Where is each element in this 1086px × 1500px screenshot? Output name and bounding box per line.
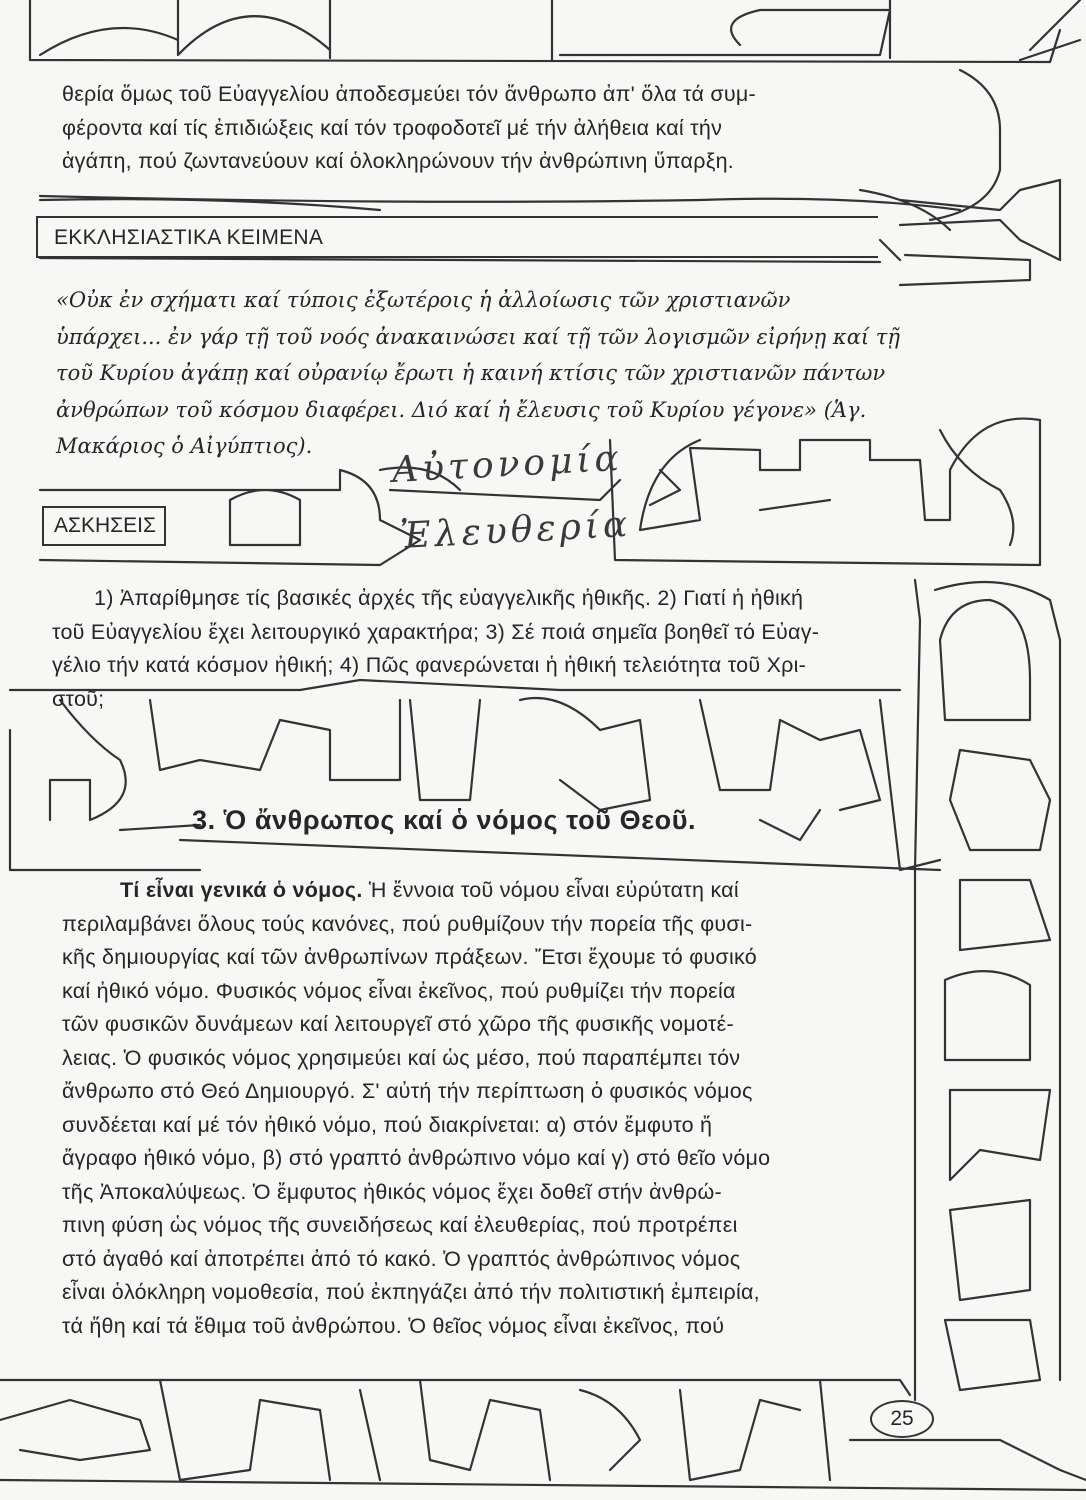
main-paragraph-line: κῆς δημιουργίας καί τῶν ἀνθρωπίνων πράξεων. Ἔτσι ἔχουμε τό φυσικό xyxy=(62,945,757,969)
main-paragraph-line: τῆς Ἀποκαλύψεως. Ὁ ἔμφυτος ἠθικός νόμος ἔχει δοθεῖ στήν ἀνθρώ- xyxy=(62,1179,722,1204)
exercise-line: τοῦ Εὐαγγελίου ἔχει λειτουργικό χαρακτήρα; 3) Σέ ποιά σημεῖα βοηθεῖ τό Εὐαγ- xyxy=(52,619,820,644)
main-paragraph-line: στό ἀγαθό καί ἀποτρέπει ἀπό τό κακό. Ὁ γραπτός ἀνθρώπινος νόμος xyxy=(62,1246,741,1271)
exercises-list xyxy=(52,582,914,716)
exercise-line: γέλιο τήν κατά κόσμον ἠθική; 4) Πῶς φανερώνεται ἡ ἠθική τελειότητα τοῦ Χρι- xyxy=(52,653,807,677)
main-paragraph-line: ἄγραφο ἠθικό νόμο, β) στό γραπτό ἀνθρώπινο νόμο καί γ) στό θεῖο νόμο xyxy=(62,1146,771,1170)
quote-line: ἀνθρώπων τοῦ κόσμου διαφέρει. Διό καί ἡ ἔλευσις τοῦ Κυρίου γέγονε» (Ἁγ. xyxy=(56,397,867,422)
church-texts-heading: ΕΚΚΛΗΣΙΑΣΤΙΚΑ ΚΕΙΜΕΝΑ xyxy=(36,216,878,258)
main-paragraph-line: εἶναι ὁλόκληρη νομοθεσία, πού ἐκπηγάζει ἀπό τήν πολιτιστική ἐμπειρία, xyxy=(62,1280,760,1304)
paragraph-lead: Τί εἶναι γενικά ὁ νόμος. xyxy=(120,878,363,902)
exercise-line: 1) Ἀπαρίθμησε τίς βασικές ἀρχές τῆς εὐαγγελικῆς ἠθικῆς. 2) Γιατί ἡ ἠθική xyxy=(94,586,804,610)
quote-line: «Οὐκ ἐν σχήματι καί τύποις ἐξωτέροις ἡ ἀλλοίωσις τῶν χριστιανῶν xyxy=(56,288,791,312)
top-border-doodle xyxy=(30,0,1080,62)
section-title: 3. Ὁ ἄνθρωπος καί ὁ νόμος τοῦ Θεοῦ. xyxy=(192,805,697,835)
top-paragraph-line: θερία ὅμως τοῦ Εὐαγγελίου ἀποδεσμεύει τόν ἄνθρωπο ἀπ' ὅλα τά συμ- xyxy=(62,82,756,106)
quote-line: τοῦ Κυρίου ἀγάπῃ καί οὐρανίῳ ἔρωτι ἡ καινή κτίσις τῶν χριστιανῶν πάντων xyxy=(56,361,886,385)
bottom-border-doodle xyxy=(0,1380,1086,1490)
main-paragraph-line: περιλαμβάνει ὅλους τούς κανόνες, πού ρυθμίζουν τήν πορεία τῆς φυσι- xyxy=(62,911,753,936)
main-paragraph-line: πινη φύση ὡς νόμος τῆς συνειδήσεως καί ἐλευθερίας, πού προτρέπει xyxy=(62,1213,738,1237)
quote-line: ὑπάρχει... ἐν γάρ τῇ τοῦ νοός ἀνακαινώσει καί τῇ τῶν λογισμῶν εἰρήνῃ καί τῇ xyxy=(56,324,900,349)
church-quote xyxy=(56,282,916,465)
page-number: 25 xyxy=(870,1400,934,1438)
handwritten-word-autonomy: Αὐτονομία xyxy=(391,437,624,492)
main-paragraph-line: ἄνθρωπο στό Θεό Δημιουργό. Σ' αὐτή τήν περίπτωση ὁ φυσικός νόμος xyxy=(62,1079,753,1103)
quote-line: Μακάριος ὁ Αἰγύπτιος). xyxy=(56,434,313,458)
top-paragraph-line: φέροντα καί τίς ἐπιδιώξεις καί τόν τροφοδοτεῖ μέ τήν ἀλήθεια καί τήν xyxy=(62,115,723,140)
main-paragraph-line: τά ἤθη καί τά ἔθιμα τοῦ ἀνθρώπου. Ὁ θεῖος νόμος εἶναι ἐκεῖνος, πού xyxy=(62,1313,725,1338)
exercise-line: στοῦ; xyxy=(52,686,105,711)
main-paragraph-line: συνδέεται καί μέ τόν ἠθικό νόμο, πού διακρίνεται: α) στόν ἔμφυτο ἤ xyxy=(62,1112,713,1137)
main-paragraph-line: τῶν φυσικῶν δυνάμεων καί λειτουργεῖ στό χῶρο τῆς φυσικῆς νομοτέ- xyxy=(62,1012,734,1036)
top-paragraph-line: ἀγάπη, πού ζωντανεύουν καί ὁλοκληρώνουν τήν ἀνθρώπινη ὕπαρξη. xyxy=(62,149,735,173)
main-paragraph xyxy=(62,874,912,1343)
handwritten-word-freedom: Ἐλευθερία xyxy=(399,503,633,558)
main-paragraph-line: καί ἠθικό νόμο. Φυσικός νόμος εἶναι ἐκεῖνος, πού ρυθμίζει τήν πορεία xyxy=(62,978,736,1003)
first-line-rest: Ἡ ἔννοια τοῦ νόμου εἶναι εὐρύτατη καί xyxy=(362,878,739,902)
exercises-heading: ΑΣΚΗΣΕΙΣ xyxy=(42,506,166,546)
main-paragraph-first-line xyxy=(120,874,912,908)
top-paragraph xyxy=(62,78,902,179)
main-paragraph-line: λειας. Ὁ φυσικός νόμος χρησιμεύει καί ὡς μέσο, πού παραπέμπει τόν xyxy=(62,1045,741,1070)
right-column-doodle xyxy=(915,580,1060,1400)
